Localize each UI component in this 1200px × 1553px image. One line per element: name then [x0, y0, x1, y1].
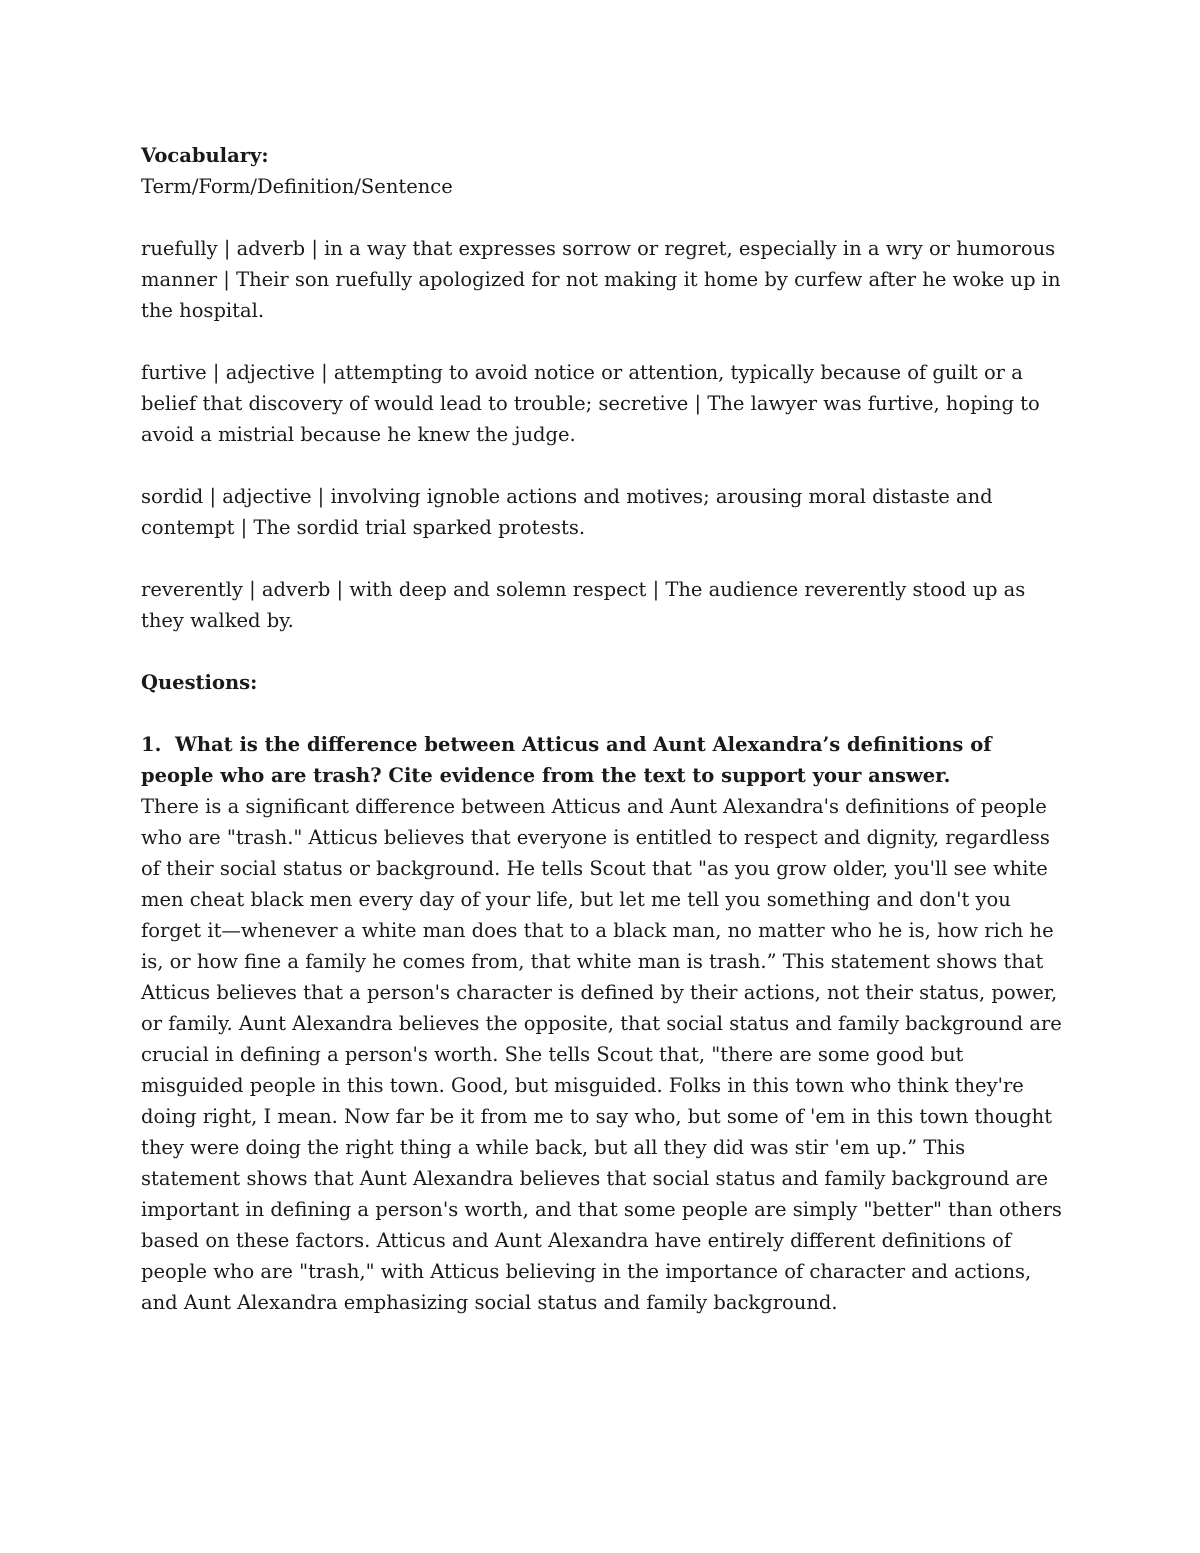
vocabulary-entry-furtive: furtive | adjective | attempting to avoid notice or attention, typically because of guilt or a belief that discovery of would lead to trouble; secretive | The lawyer was furtive, hoping to avoid a mistrial because he knew the judge.: [141, 361, 1040, 446]
questions-heading: Questions:: [141, 671, 258, 694]
question-1: [141, 729, 1070, 791]
vocabulary-entry-sordid: sordid | adjective | involving ignoble actions and motives; arousing moral distaste and contempt | The sordid trial sparked protests.: [141, 485, 993, 539]
vocabulary-entry-reverently: reverently | adverb | with deep and solemn respect | The audience reverently stood up as they walked by.: [141, 578, 1026, 632]
question-1-text: What is the difference between Atticus and Aunt Alexandra’s definitions of people who are trash? Cite evidence from the text to support your answer.: [141, 733, 992, 787]
question-1-answer: There is a significant difference between Atticus and Aunt Alexandra's definitions of people who are "trash." Atticus believes that everyone is entitled to respect and dignity, regardless of their social status or background. He tells Scout that "as you grow older, you'll see white men cheat black men every day of your life, but let me tell you something and don't you forget it—whenever a white man does that to a black man, no matter who he is, how rich he is, or how fine a family he comes from, that white man is trash.” This statement shows that Atticus believes that a person's character is defined by their actions, not their status, power, or family. Aunt Alexandra believes the opposite, that social status and family background are crucial in defining a person's worth. She tells Scout that, "there are some good but misguided people in this town. Good, but misguided. Folks in this town who think they're doing right, I mean. Now far be it from me to say who, but some of 'em in this town thought they were doing the right thing a while back, but all they did was stir 'em up.” This statement shows that Aunt Alexandra believes that social status and family background are important in defining a person's worth, and that some people are simply "better" than others based on these factors. Atticus and Aunt Alexandra have entirely different definitions of people who are "trash," with Atticus believing in the importance of character and actions, and Aunt Alexandra emphasizing social status and family background.: [141, 795, 1062, 1314]
vocabulary-format-line: Term/Form/Definition/Sentence: [141, 175, 453, 198]
question-1-number: 1.: [141, 733, 162, 756]
vocabulary-entry-ruefully: ruefully | adverb | in a way that expresses sorrow or regret, especially in a wry or humorous manner | Their son ruefully apologized for not making it home by curfew after he woke up in the hospital.: [141, 237, 1061, 322]
vocabulary-heading: Vocabulary:: [141, 144, 269, 167]
